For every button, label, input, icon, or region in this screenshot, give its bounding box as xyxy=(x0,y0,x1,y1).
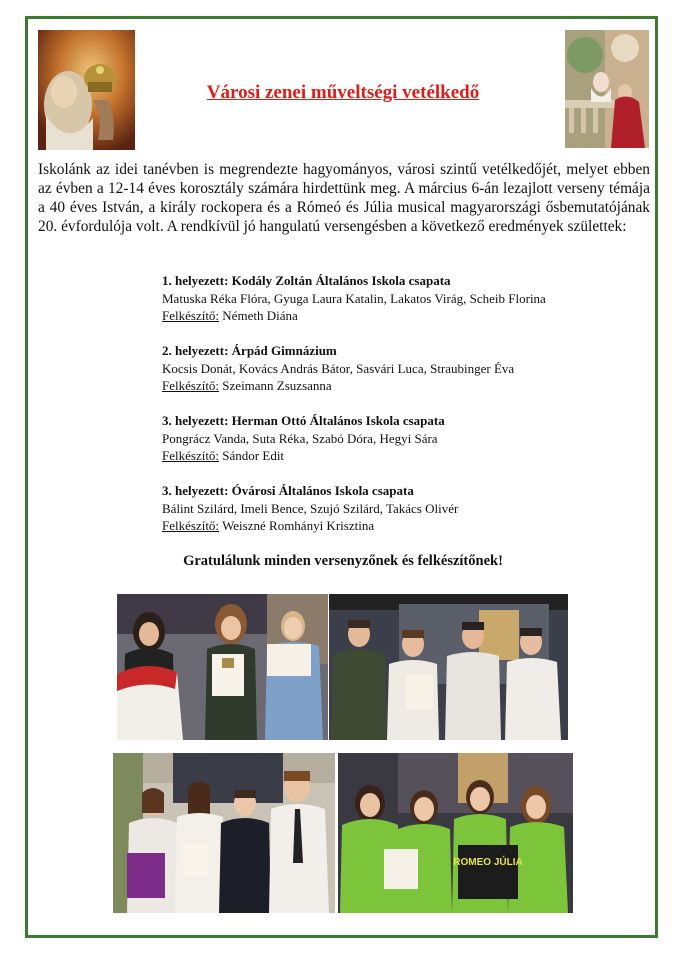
team-name: Óvárosi Általános Iskola csapata xyxy=(231,483,414,498)
poster-text: ROMEO JÚLIA xyxy=(453,857,523,868)
prep-label: Felkészítő: xyxy=(162,378,220,393)
result-third-b xyxy=(162,482,642,535)
teacher-name: Sándor Edit xyxy=(222,448,285,463)
team-photo-herman xyxy=(113,753,335,913)
result-third-a xyxy=(162,412,642,465)
team-name: Herman Ottó Általános Iskola csapata xyxy=(231,413,445,428)
place-label: 3. helyezett: xyxy=(162,413,229,428)
result-first xyxy=(162,272,642,325)
balcony-painting-image xyxy=(565,30,649,148)
page-title: Városi zenei műveltségi vetélkedő xyxy=(206,82,480,103)
team-name: Árpád Gimnázium xyxy=(231,343,337,358)
results-list xyxy=(162,272,642,552)
team-members: Bálint Szilárd, Imeli Bence, Szujó Szilárd, Takács Olivér xyxy=(162,500,459,516)
team-members: Pongrácz Vanda, Suta Réka, Szabó Dóra, Hegyi Sára xyxy=(162,430,438,446)
prep-label: Felkészítő: xyxy=(162,308,220,323)
teacher-name: Németh Diána xyxy=(222,308,298,323)
teacher-name: Szeimann Zsuzsanna xyxy=(222,378,332,393)
prep-label: Felkészítő: xyxy=(162,448,220,463)
congratulations-text: Gratulálunk minden versenyzőnek és felkészítőnek! xyxy=(183,553,503,569)
team-name: Kodály Zoltán Általános Iskola csapata xyxy=(231,273,451,288)
result-second xyxy=(162,342,642,395)
team-members: Kocsis Donát, Kovács András Bátor, Sasvári Luca, Straubinger Éva xyxy=(162,360,515,376)
team-photo-arpad xyxy=(329,594,568,740)
teacher-name: Weiszné Romhányi Krisztina xyxy=(222,518,375,533)
team-photo-ovarosi xyxy=(338,753,573,913)
king-painting-image xyxy=(38,30,135,150)
place-label: 2. helyezett: xyxy=(162,343,229,358)
team-members: Matuska Réka Flóra, Gyuga Laura Katalin, Lakatos Virág, Scheib Florina xyxy=(162,290,546,306)
prep-label: Felkészítő: xyxy=(162,518,220,533)
place-label: 1. helyezett: xyxy=(162,273,229,288)
team-photo-kodaly xyxy=(117,594,328,740)
place-label: 3. helyezett: xyxy=(162,483,229,498)
intro-paragraph: Iskolánk az idei tanévben is megrendezte hagyományos, városi szintű vetélkedőjét, melyet ebben az évben a 12-14 éves korosztály számára hirdettünk meg. A március 6-án lezajlott verseny témája a 40 éves István, a király rockopera és a Rómeó és Júlia musical magyarországi ősbemutatójának 20. évfordulója volt. A rendkívül jó hangulatú versengésben a következő eredmények születtek: xyxy=(38,161,650,235)
